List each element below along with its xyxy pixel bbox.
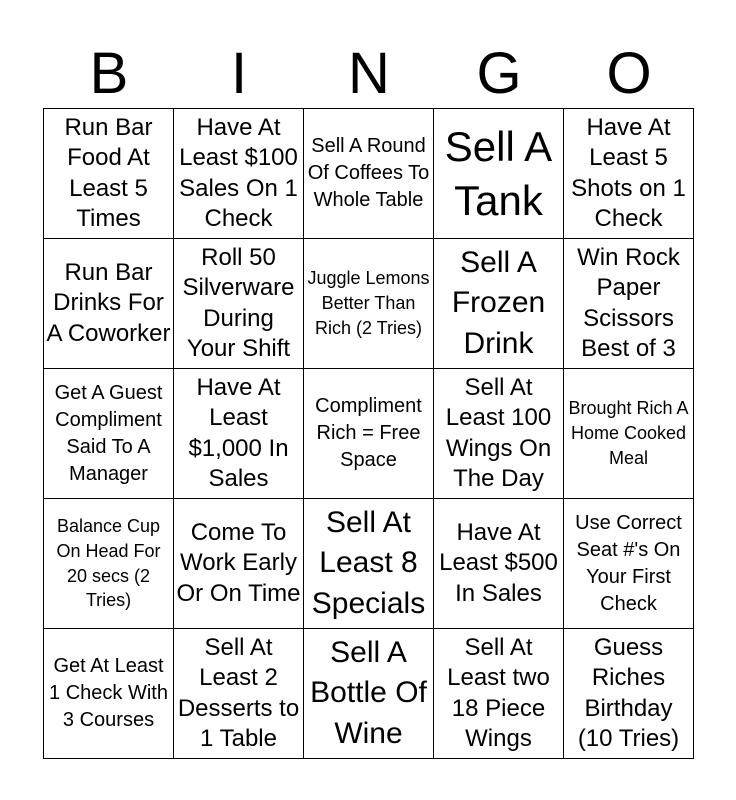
bingo-cell-text: Sell At Least 8 Specials — [311, 505, 426, 620]
bingo-cell-text: Have At Least 5 Shots on 1 Check — [571, 114, 686, 232]
bingo-cell[interactable] — [434, 109, 564, 239]
bingo-cell-text: Win Rock Paper Scissors Best of 3 — [577, 244, 680, 362]
bingo-cell[interactable] — [564, 369, 694, 499]
bingo-cell[interactable] — [174, 499, 304, 629]
header-letter-g: G — [476, 41, 522, 106]
bingo-cell-text: Juggle Lemons Better Than Rich (2 Tries) — [307, 268, 430, 338]
bingo-cell-text: Come To Work Early Or On Time — [176, 519, 301, 607]
header-letter-b: B — [89, 41, 129, 106]
bingo-cell-text: Have At Least $500 In Sales — [439, 519, 558, 607]
bingo-cell-text: Sell A Round Of Coffees To Whole Table — [307, 135, 430, 211]
bingo-cell-text: Use Correct Seat #'s On Your First Check — [575, 511, 682, 615]
bingo-cell[interactable] — [44, 369, 174, 499]
bingo-cell[interactable] — [174, 369, 304, 499]
bingo-cell[interactable] — [174, 109, 304, 239]
bingo-cell[interactable] — [564, 629, 694, 759]
bingo-cell-text: Balance Cup On Head For 20 secs (2 Tries) — [56, 515, 161, 611]
bingo-cell[interactable] — [174, 629, 304, 759]
bingo-cell[interactable] — [304, 629, 434, 759]
bingo-cell-text: Get At Least 1 Check With 3 Courses — [49, 655, 168, 731]
header-letter-n: N — [348, 41, 390, 106]
bingo-cell-text: Run Bar Drinks For A Coworker — [46, 259, 171, 347]
bingo-cell-text: Sell A Frozen Drink — [451, 245, 546, 360]
bingo-cell[interactable] — [564, 499, 694, 629]
bingo-cell[interactable] — [44, 629, 174, 759]
bingo-cell-text: Compliment Rich = Free Space — [315, 395, 422, 471]
bingo-cell-text: Sell At Least two 18 Piece Wings — [447, 634, 550, 752]
bingo-cell[interactable] — [174, 239, 304, 369]
bingo-cell[interactable] — [44, 239, 174, 369]
bingo-cell[interactable] — [434, 499, 564, 629]
bingo-cell[interactable] — [304, 239, 434, 369]
bingo-cell[interactable] — [304, 499, 434, 629]
header-letter-o: O — [606, 41, 652, 106]
header-letter-i: I — [230, 41, 248, 106]
bingo-cell[interactable] — [44, 109, 174, 239]
bingo-cell[interactable] — [434, 369, 564, 499]
bingo-cell-text: Have At Least $1,000 In Sales — [188, 374, 289, 492]
bingo-cell-text: Have At Least $100 Sales On 1 Check — [179, 114, 298, 232]
bingo-cell[interactable] — [304, 369, 434, 499]
bingo-cell-text: Roll 50 Silverware During Your Shift — [182, 244, 295, 362]
bingo-cell[interactable] — [434, 239, 564, 369]
bingo-cell[interactable] — [564, 239, 694, 369]
bingo-cell-text: Sell At Least 2 Desserts to 1 Table — [177, 634, 300, 752]
bingo-cell[interactable] — [304, 109, 434, 239]
bingo-board — [43, 108, 694, 759]
bingo-cell[interactable] — [44, 499, 174, 629]
bingo-cell-text: Sell A Tank — [444, 122, 553, 224]
bingo-cell-text: Sell A Bottle Of Wine — [310, 635, 427, 750]
bingo-cell-text: Run Bar Food At Least 5 Times — [64, 114, 153, 232]
bingo-cell-text: Get A Guest Compliment Said To A Manager — [54, 381, 163, 485]
bingo-cell-text: Guess Riches Birthday (10 Tries) — [577, 634, 680, 752]
bingo-cell-text: Sell At Least 100 Wings On The Day — [445, 374, 552, 492]
bingo-cell[interactable] — [564, 109, 694, 239]
bingo-cell-text: Brought Rich A Home Cooked Meal — [568, 398, 689, 468]
bingo-header — [44, 40, 694, 108]
bingo-cell[interactable] — [434, 629, 564, 759]
